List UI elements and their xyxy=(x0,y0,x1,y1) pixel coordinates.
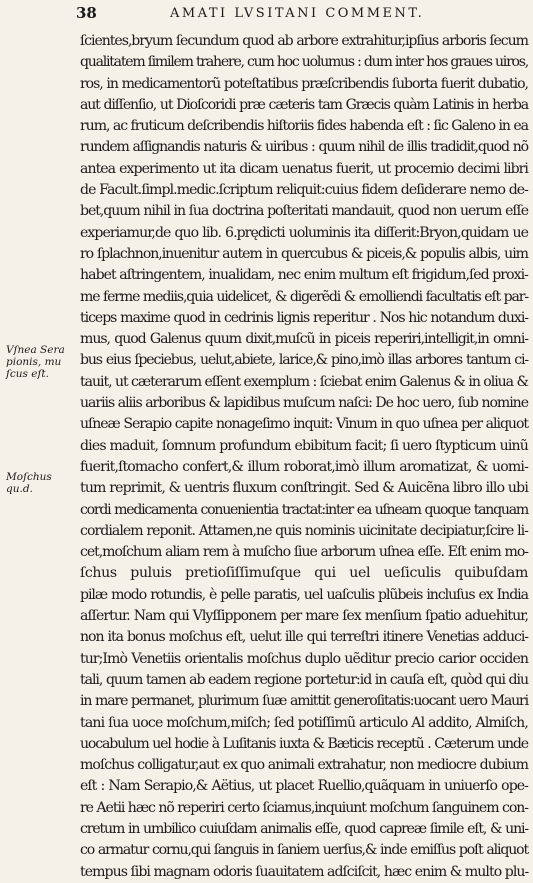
margin-note-line: ſcus eſt. xyxy=(6,368,49,380)
text-line: tum reprimit, & uentris fluxum conſtringit. Sed & Auicẽna libro illo ubi xyxy=(80,480,528,497)
running-head: AMATI LVSITANI COMMENT. xyxy=(170,6,425,21)
text-line: cordi medicamenta conuenientia tractat:inter ea uſneam quoque tanquam xyxy=(80,501,528,518)
text-line: tur;Imò Venetiis orientalis moſchus duplo uẽditur precio carior occiden xyxy=(80,650,528,667)
text-line: de Facult.ſimpl.medic.ſcriptum reliquit:cuius fidem deſiderare nemo de- xyxy=(80,182,528,199)
text-line: me ferme mediis,quia uidelicet, & digerẽdi & emolliendi facultatis eſt par- xyxy=(80,288,528,305)
text-line: cet,moſchum aliam rem à muſcho ſiue arborum uſnea eſſe. Eſt enim mo- xyxy=(80,544,528,561)
text-line: aſſertur. Nam qui Vlyſſipponem per mare ſex menſium ſpatio aduehitur, xyxy=(80,608,528,625)
text-line: qualitatem ſimilem trahere, cum hoc uolumus : dum inter hos graues uiros, xyxy=(80,54,528,71)
text-line: eſt : Nam Serapio,& Aëtius, ut placet Ruellio,quãquam in uniuerſo ope- xyxy=(80,778,528,795)
text-line: tani ſua uoce moſchum,miſch; ſed potiſſimũ articulo Al addito, Almiſch, xyxy=(80,714,528,731)
text-line: mus, quod Galenus quum dixit,muſcũ in piceis reperiri,intelligit,in omni- xyxy=(80,331,528,348)
text-line: uocabulum uel hodie à Luſitanis iuxta & Bæticis receptũ . Cæterum unde xyxy=(80,735,528,752)
text-line: uſneæ Serapio capite nonageſimo inquit: Vinum in quo uſnea per aliquot xyxy=(80,416,528,433)
text-line: ſcientes,bryum ſecundum quod ab arbore extrahitur,ipſius arboris ſecum xyxy=(80,33,528,49)
text-line: fuerit,ſtomacho confert,& illum roborat,imò illum aromatizat, & uomi- xyxy=(80,458,528,475)
text-line: tauit, ut cæterarum eſſent exemplum : ſciebat enim Galenus & in oliua & xyxy=(80,373,528,390)
text-line: uariis aliis arboribus & lapidibus muſcum naſci: De hoc uero, ſub nomine xyxy=(80,395,528,412)
text-line: rum, ac fruticum deſcribendis hiſtoriis fides habenda eſt : ſic Galeno in ea xyxy=(80,118,528,135)
text-line: bus eius ſpeciebus, uelut,abiete, larice,& pino,imò illas arbores tantum ci- xyxy=(80,352,528,369)
text-line: cretum in umbilico cuiuſdam animalis eſſe, quod capreæ ſimile eſt, & uni- xyxy=(80,820,528,837)
text-line: cordialem reponit. Attamen,ne quis nominis uicinitate decipiatur,ſcire li- xyxy=(80,522,528,539)
text-line: moſchus colligatur,aut ex quo animali extrahatur, non mediocre dubium xyxy=(80,757,528,774)
text-line: pilæ modo rotundis, è pelle paratis, uel uaſculis plũbeis incluſus ex India xyxy=(80,586,528,603)
text-line: ro ſplachnon,inuenitur autem in quercubus & piceis,& populis albis, uim xyxy=(80,245,528,262)
text-line: ros, in medicamentorũ poteſtatibus præſcribendis ſuborta fuerit dubatio, xyxy=(80,75,528,92)
margin-note-line: pionis, mu xyxy=(6,356,62,368)
text-line: re Aetii hæc nõ reperiri certo ſciamus,inquiunt moſchum ſanguinem con- xyxy=(80,799,528,816)
text-line: non ita bonus moſchus eſt, uelut ille qui terreſtri itinere Venetias adduci- xyxy=(80,629,528,646)
margin-note-line: Vſnea Sera xyxy=(6,344,65,356)
text-line: in mare permanet, plurimum ſuæ amittit generoſitatis:uocant uero Mauri xyxy=(80,693,528,710)
margin-note-usnea xyxy=(6,344,76,380)
text-line: rundem aſſignandis naturis & uiribus : quum nihil de illis tradidit,quod nõ xyxy=(80,139,528,156)
text-line: habet aſtringentem, inualidam, nec enim multum eſt frigidum,ſed proxi- xyxy=(80,267,528,284)
body-text xyxy=(80,31,528,883)
text-line: ticeps maxime quod in cedrinis lignis reperitur . Nos hic notandum duxi- xyxy=(80,309,528,326)
text-line: ſchus puluis pretioſiſſimuſque qui uel ueſiculis quibuſdam xyxy=(80,565,528,582)
margin-note-moschus xyxy=(6,471,76,495)
page-header xyxy=(0,4,533,24)
margin-note-line: Moſchus xyxy=(6,471,52,483)
text-line: tali, quum tamen ab eadem regione portetur:id in cauſa eſt, quòd qui diu xyxy=(80,671,528,688)
text-line: dies maduit, ſomnum profundum ebibitum facit; ſi uero ſtypticum uinũ xyxy=(80,437,528,454)
text-line: experiamur,de quo lib. 6.prędicti uoluminis ita diſſerit:Bryon,quidam ue xyxy=(80,224,528,241)
text-line: tempus ſibi magnam odoris ſuauitatem adſciſcit, hæc enim & multo plu- xyxy=(80,863,529,880)
text-line: bet,quum nihil in ſua doctrina poſteritati mandauit, quod non uerum eſſe xyxy=(80,203,528,220)
margin-note-line: qu.d. xyxy=(6,483,33,495)
text-line: co armatur cornu,qui ſanguis in ſaniem uerſus,& inde emiſſus poſt aliquot xyxy=(80,842,528,859)
text-line: antea experimento ut ita dicam uenatus fuerit, ut procemio decimi libri xyxy=(80,160,528,177)
page-number: 38 xyxy=(76,4,97,22)
text-line: aut diſſenſio, ut Dioſcoridi præ cæteris tam Græcis quàm Latinis in herba xyxy=(80,96,528,113)
